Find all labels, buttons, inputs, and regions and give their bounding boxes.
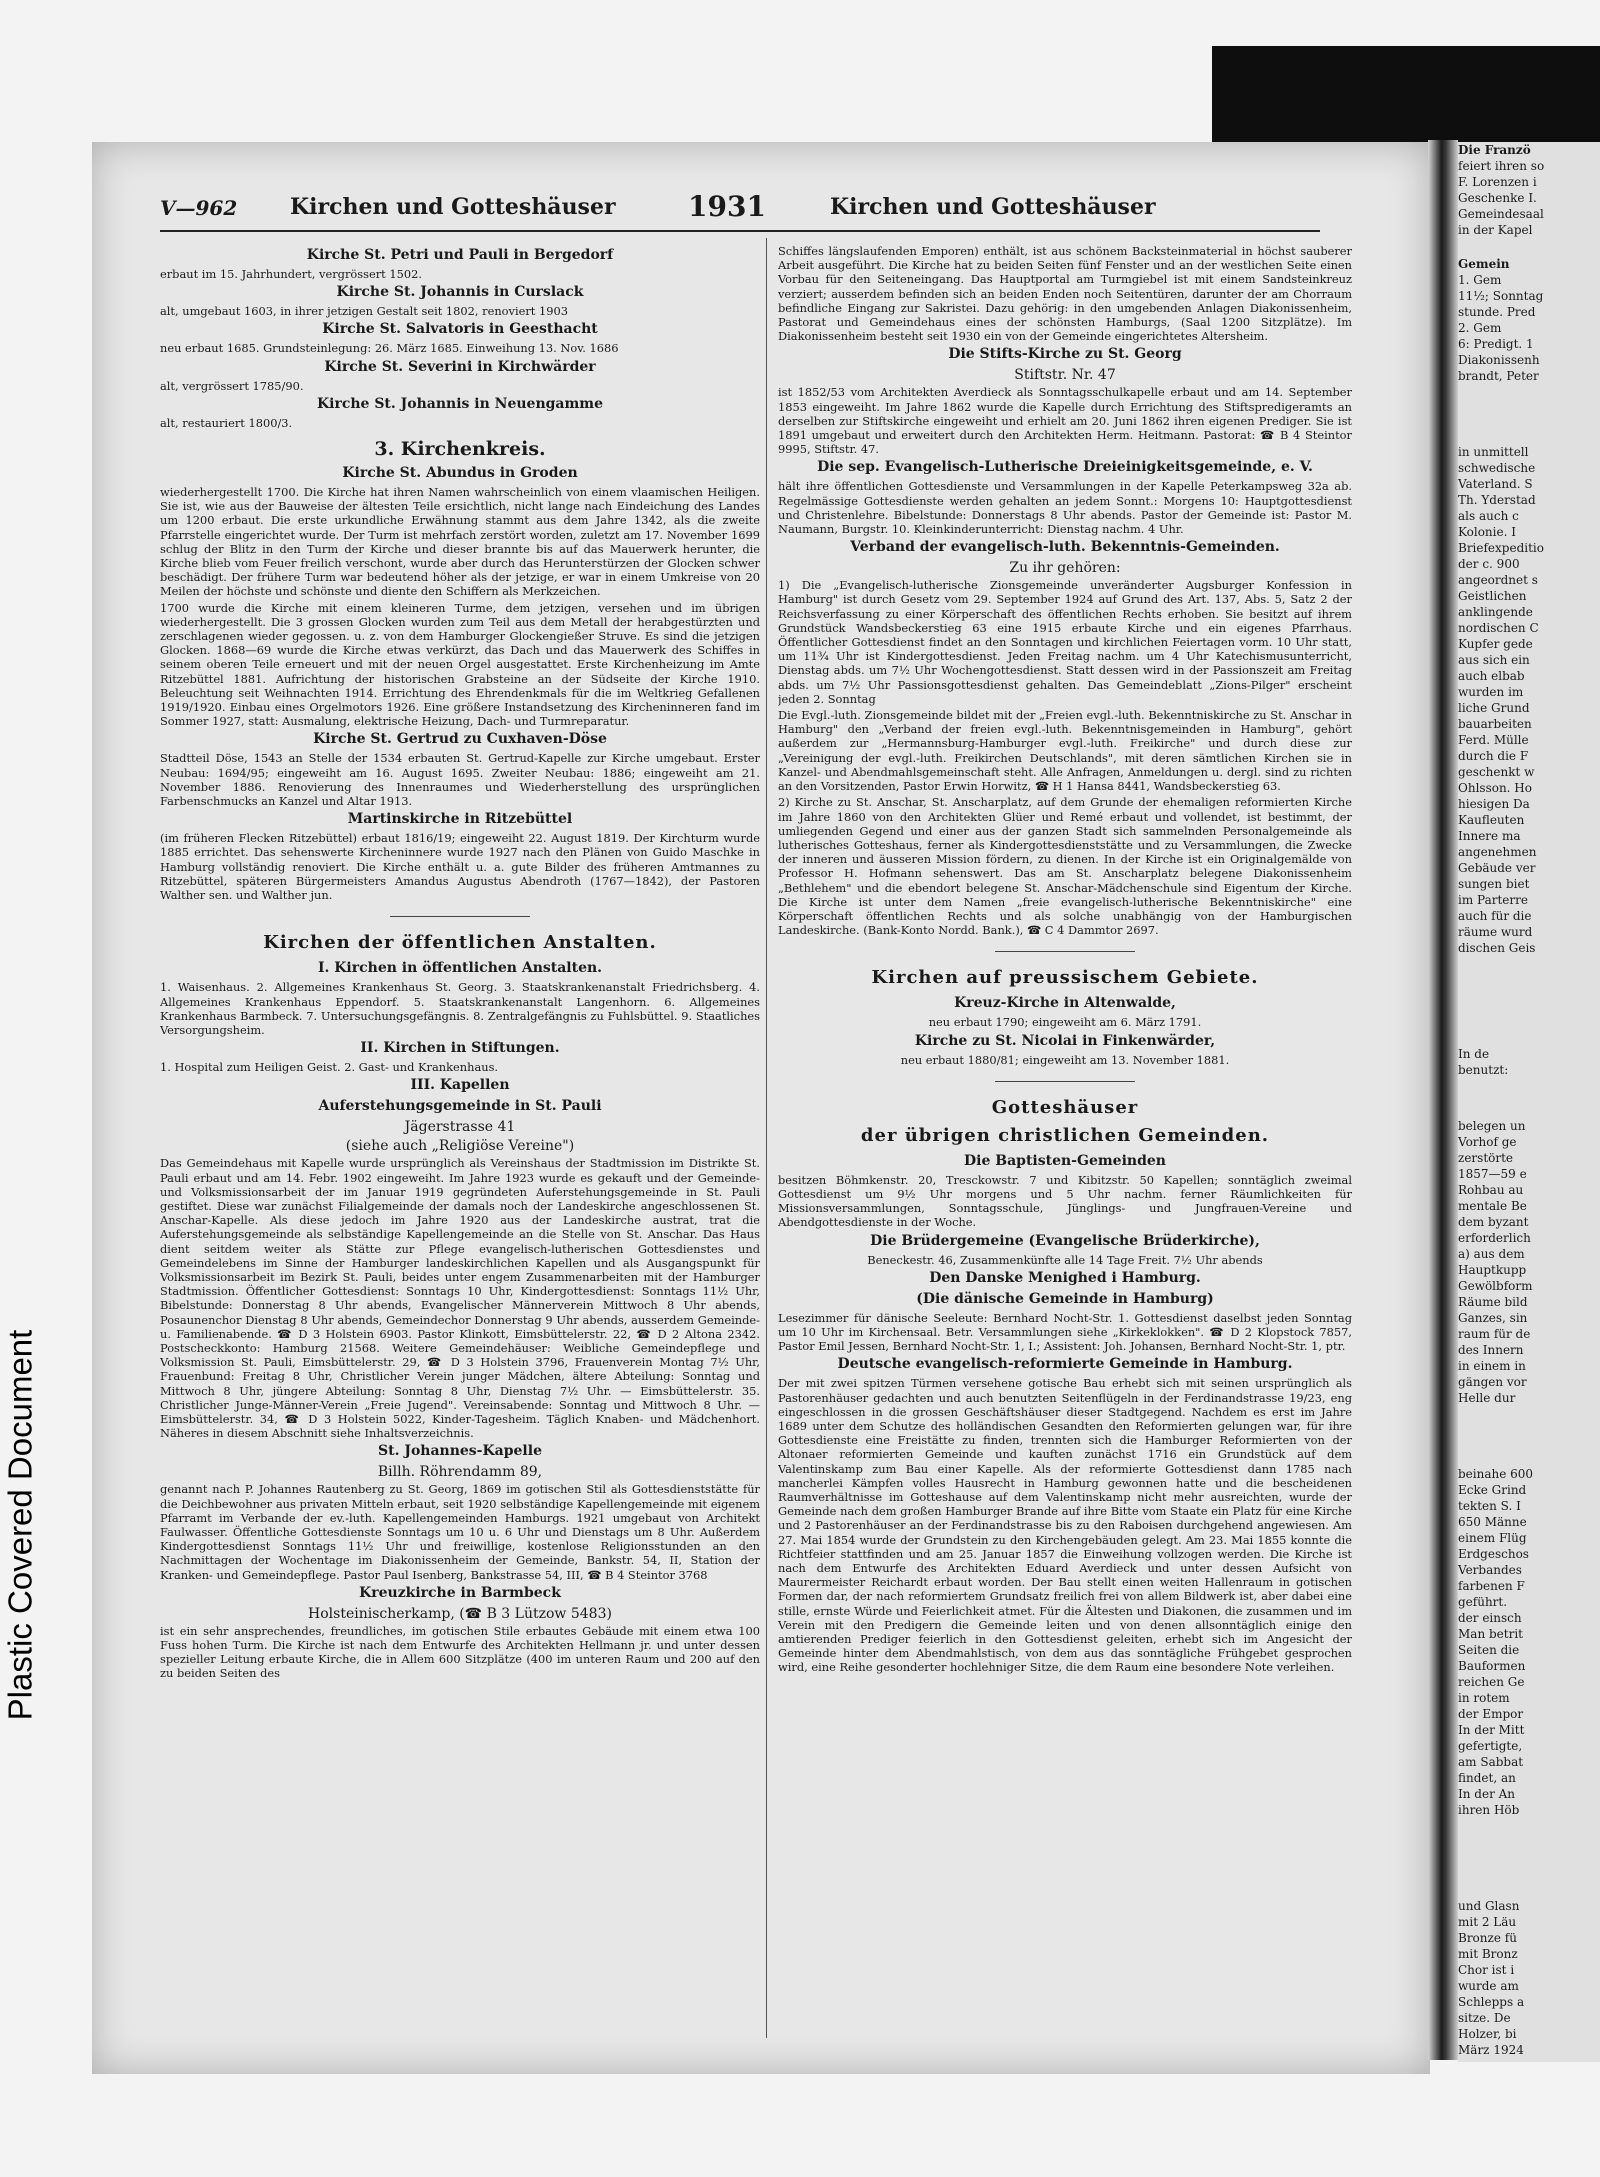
facing-page-text-fragment: schwedische	[1458, 461, 1536, 475]
facing-page-text-fragment: findet, an	[1458, 1771, 1516, 1785]
facing-page-text-fragment: 2. Gem	[1458, 321, 1502, 335]
facing-page-text-fragment: tekten S. I	[1458, 1499, 1521, 1513]
facing-page-text-fragment: angenehmen	[1458, 845, 1537, 859]
facing-page-text-fragment: belegen un	[1458, 1119, 1526, 1133]
page-number: V—962	[160, 196, 238, 220]
facing-page-text-fragment: sungen biet	[1458, 877, 1530, 891]
paragraph: Beneckestr. 46, Zusammenkünfte alle 14 Tage Freit. 7½ Uhr abends	[867, 1252, 1263, 1267]
facing-page-text-fragment: farbenen F	[1458, 1579, 1525, 1593]
divider	[390, 916, 530, 917]
facing-page-text-fragment: Man betrit	[1458, 1627, 1523, 1641]
section-heading: Den Danske Menighed i Hamburg.	[929, 1269, 1201, 1286]
facing-page-text-fragment: des Innern	[1458, 1343, 1524, 1357]
paragraph: alt, vergrössert 1785/90.	[160, 378, 304, 393]
section-heading: I. Kirchen in öffentlichen Anstalten.	[317, 960, 603, 977]
section-heading: Die Stifts-Kirche zu St. Georg	[948, 346, 1182, 363]
facing-page-text-fragment: Chor ist i	[1458, 1963, 1515, 1977]
section-heading: (Die dänische Gemeinde in Hamburg)	[916, 1290, 1214, 1307]
facing-page-text-fragment: durch die F	[1458, 749, 1529, 763]
section-heading: Kirche St. Severini in Kirchwärder	[324, 358, 596, 375]
facing-page-text-fragment: stunde. Pred	[1458, 305, 1536, 319]
facing-page-text-fragment: wurden im	[1458, 685, 1524, 699]
facing-page-text-fragment: Kupfer gede	[1458, 637, 1533, 651]
facing-page-text-fragment: in einem in	[1458, 1359, 1526, 1373]
side-label: Plastic Covered Document	[1, 1329, 39, 1721]
facing-page-text-fragment: brandt, Peter	[1458, 369, 1539, 383]
paragraph: Stadtteil Döse, 1543 an Stelle der 1534 erbauten St. Gertrud-Kapelle zur Kirche umgebaut. Erster Neubau: 1694/95; eingeweiht am 16. August 1695. Zweiter Neubau: 1886; eingeweiht am 21. November 1886. Renovierung des Innenraumes und Wiederherstellung des ursprünglichen Farbenschmucks an Kanzel und Altar 1913.	[160, 751, 760, 809]
facing-page-text-fragment: mentale Be	[1458, 1199, 1527, 1213]
facing-page-text-fragment: Bronze fü	[1458, 1931, 1517, 1945]
facing-page-text-fragment: geschenkt w	[1458, 765, 1535, 779]
facing-page-text-fragment: zerstörte	[1458, 1151, 1514, 1165]
section-heading: Die Baptisten-Gemeinden	[964, 1152, 1166, 1169]
section-heading: St. Johannes-Kapelle	[378, 1443, 542, 1460]
facing-page-text-fragment: gängen vor	[1458, 1375, 1527, 1389]
facing-page-text-fragment: und Glasn	[1458, 1899, 1520, 1913]
facing-page-text-fragment: Th. Yderstad	[1458, 493, 1536, 507]
book-spine	[1428, 140, 1458, 2060]
section-heading: Kreuz-Kirche in Altenwalde,	[954, 995, 1176, 1012]
note: (siehe auch „Religiöse Vereine")	[345, 1138, 575, 1155]
chapter-heading: Kirchen der öffentlichen Anstalten.	[263, 932, 657, 954]
facing-page-text-fragment: Gewölbform	[1458, 1279, 1533, 1293]
facing-page-text-fragment: aus sich ein	[1458, 653, 1530, 667]
section-heading: Kirche St. Johannis in Neuengamme	[316, 395, 604, 412]
paragraph: 1. Waisenhaus. 2. Allgemeines Krankenhaus St. Georg. 3. Staatskrankenanstalt Friedrichsberg. 4. Allgemeines Krankenhaus Eppendorf. 5. Staatskrankenanstalt Langenhorn. 6. Allgemeines Krankenhaus Barmbeck. 7. Untersuchungsgefängnis. 8. Zentralgefängnis zu Fuhlsbüttel. 9. Staatliches Versorgungsheim.	[160, 980, 760, 1037]
facing-page-text-fragment: Gemein	[1458, 257, 1510, 271]
paragraph: Der mit zwei spitzen Türmen versehene gotische Bau erhebt sich mit seinen ursprünglich als Pastorenhäuser gedachten und auch benutzten Seitenflügeln in der Ferdinandstrasse 19/23, eng eingeschlossen in die grossen Geschäftshäuser dieser Stadtgegend. Nachdem es erst im Jahre 1689 unter dem Schutze des holländischen Gesandten den Reformierten gelungen war, für ihre Gottesdienste eine Freistätte zu finden, trennten sich die Hamburger Reformierten von der Altonaer reformierten Gemeinde und kauften zunächst 1716 ein Grundstück auf dem Valentinskamp zum Bau einer Kapelle. Als der reformierte Gottesdienst dann 1785 nach mancherlei Kämpfen volles Hausrecht in Hamburg gewonnen hatte und die bescheidenen Raumverhältnisse im Gotteshause auf dem Valentinskamp nicht mehr ausreichten, wurde der Gemeinde nach dem großen Hamburger Brande auf ihre Bitte vom Staate ein Platz für eine Kirche und 2 Pastorenhäuser an der Ferdinandstrasse bis zu den Raboisen durchgehend angewiesen. Am 27. Mai 1854 wurde der Grundstein zu den Kirchengebäuden gelegt. Am 23. Mai 1855 konnte die Richtfeier stattfinden und am 25. Januar 1857 die Einweihung vollzogen werden. Die Kirche ist nach dem Entwurfe des Architekten Eduard Averdieck und unter dessen Aufsicht von Maurermeister Reichardt erbaut worden. Der Bau stellt einen weiten Hallenraum in gotischen Formen dar, der nach reformiertem Grundsatz freilich frei von allem Bildwerk ist, aber dabei eine stille, ernste Würde und Feierlichkeit atmet. Für die Ältesten und Diakonen, die zusammen und im Verein mit den Predigern die Gemeinde leiten und von denen allsonntäglich einige den amtierenden Prediger feierlich in den Gottesdienst geleiten, erhebt sich im Angesicht der Gemeinde hinter dem Abendmahlstisch, von dem aus das sonntägliche Frühgebet gesprochen wird, eine Reihe gesonderter hochlehniger Sitze, die dem Raum eine besondere Note verleihen.	[778, 1376, 1352, 1675]
section-heading: Martinskirche in Ritzebüttel	[347, 811, 573, 828]
column-divider	[766, 238, 767, 2038]
facing-page-text-fragment: wurde am	[1458, 1979, 1519, 1993]
facing-page-text-fragment: Räume bild	[1458, 1295, 1528, 1309]
note: Zu ihr gehören:	[1009, 560, 1121, 577]
paragraph: hält ihre öffentlichen Gottesdienste und Versammlungen in der Kapelle Peterkampsweg 32a ab. Regelmässige Gottesdienste werden gehalten an jedem Sonnt.: Morgens 10: Hauptgottesdienst und Christenlehre. Bibelstunde: Donnerstags 8 Uhr abends. Pastor der Gemeinde ist: Pastor M. Naumann, Burgstr. 10. Kleinkinderunterricht: Dienstag nachm. 4 Uhr.	[778, 479, 1352, 537]
facing-page-text-fragment: Die Franzö	[1458, 143, 1531, 157]
section-heading: Kirche St. Johannis in Curslack	[336, 284, 584, 301]
facing-page-text-fragment: mit Bronz	[1458, 1947, 1518, 1961]
section-heading: Verband der evangelisch-luth. Bekenntnis-Gemeinden.	[850, 539, 1280, 556]
facing-page-text-fragment: Diakonissenh	[1458, 353, 1540, 367]
facing-page-text-fragment: Ohlsson. Ho	[1458, 781, 1532, 795]
facing-page-text-fragment: Innere ma	[1458, 829, 1521, 843]
document-page	[92, 142, 1430, 2074]
facing-page-text-fragment: bauarbeiten	[1458, 717, 1532, 731]
facing-page-text-fragment: einem Flüg	[1458, 1531, 1527, 1545]
section-heading: Kirche St. Gertrud zu Cuxhaven-Döse	[313, 731, 607, 748]
facing-page-text-fragment: Gebäude ver	[1458, 861, 1536, 875]
facing-page-text-fragment: hiesigen Da	[1458, 797, 1530, 811]
facing-page-text-fragment: 650 Männe	[1458, 1515, 1527, 1529]
paragraph: neu erbaut 1790; eingeweiht am 6. März 1791.	[928, 1015, 1202, 1030]
facing-page-text-fragment: in der Kapel	[1458, 223, 1533, 237]
facing-page-text-fragment: im Parterre	[1458, 893, 1528, 907]
facing-page-text-fragment: raum für de	[1458, 1327, 1531, 1341]
year: 1931	[688, 190, 766, 223]
facing-page-text-fragment: benutzt:	[1458, 1063, 1509, 1077]
paragraph: 1700 wurde die Kirche mit einem kleineren Turme, dem jetzigen, versehen und im übrigen wiederhergestellt. Die 3 grossen Glocken wurden zum Teil aus dem Metall der herabgestürzten und zerschlagenen wieder gegossen. u. z. von dem Hamburger Glockengießer Struve. Es sind die jetzigen Glocken. 1868—69 wurde die Kirche etwas verkürzt, das Dach und das Mauerwerk des Schiffes in seinem oberen Teile erneuert und mit der neuen Orgel ausgestattet. Erste Kirchenheizung im Amte Ritzebüttel 1881. Aufrichtung der historischen Grabsteine an der Südseite der Kirche 1910. Beleuchtung seit Weihnachten 1914. Errichtung des Ehrendenkmals für die im Weltkrieg Gefallenen 1919/1920. Einbau eines Orgelmotors 1926. Eine größere Instandsetzung des Kircheninneren fand im Sommer 1927, statt: Ausmalung, elektrische Heizung, Dach- und Turmreparatur.	[160, 600, 760, 729]
facing-page-text-fragment: Bauformen	[1458, 1659, 1526, 1673]
facing-page-text-fragment: sitze. De	[1458, 2011, 1511, 2025]
facing-page-text-fragment: der c. 900	[1458, 557, 1520, 571]
facing-page-edge	[1458, 142, 1600, 2062]
facing-page-text-fragment: In der Mitt	[1458, 1723, 1525, 1737]
spacer	[1458, 956, 1600, 1046]
spacer	[1458, 1818, 1600, 1898]
facing-page-text-fragment: Seiten die	[1458, 1643, 1520, 1657]
chapter-heading: Kirchen auf preussischem Gebiete.	[871, 967, 1259, 989]
section-heading: II. Kirchen in Stiftungen.	[360, 1040, 560, 1057]
section-heading: Kirche St. Petri und Pauli in Bergedorf	[306, 247, 614, 263]
left-column	[160, 244, 760, 2044]
facing-page-text-fragment: Erdgeschos	[1458, 1547, 1529, 1561]
facing-page-text-fragment: geführt.	[1458, 1595, 1508, 1609]
facing-page-text-fragment: in rotem	[1458, 1691, 1510, 1705]
facing-page-text-fragment: angeordnet s	[1458, 573, 1538, 587]
chapter-heading: der übrigen christlichen Gemeinden.	[860, 1124, 1270, 1146]
chapter-heading: Gotteshäuser	[991, 1096, 1139, 1118]
facing-page-text-fragment: Kolonie. I	[1458, 525, 1516, 539]
paragraph: Das Gemeindehaus mit Kapelle wurde ursprünglich als Vereinshaus der Stadtmission im Distrikte St. Pauli erbaut und am 14. Febr. 1902 eingeweiht. Im Jahre 1923 wurde es gekauft und der Gemeinde- und Volksmissionsarbeit der im Januar 1919 gegründeten Auferstehungsgemeinde in St. Pauli gestiftet. Diese war zunächst Filialgemeinde der damals noch der Landeskirche angeschlossenen St. Anschar-Kapelle. Als diese jedoch im Jahre 1920 aus der Landeskirche austrat, trat die Auferstehungsgemeinde als selbständige Kapellengemeinde an die Stelle von St. Anschar. Das Haus dient seitdem weiter als Stätte zur Pflege evangelisch-lutherischen Gottesdienstes und Gemeindelebens im Sinne der Hamburger landeskirchlichen Kapellen und als Ausgangspunkt für Volksmissionsarbeit im Bezirk St. Pauli, beides unter engem Zusammenarbeiten mit der Hamburger Stadtmission. Öffentlicher Gottesdienst: Sonntags 10 Uhr, Kindergottesdienst: Sonntags 11½ Uhr, Bibelstunde: Donnerstag 8 Uhr abends, Evangelischer Männerverein Mittwoch 8 Uhr abends, Posaunenchor Dienstag 8 Uhr abends, Gemeindechor Donnerstag 9 Uhr abends, ausserdem Gemeinde- u. Familienabende. ☎ D 3 Holstein 6903. Pastor Klinkott, Eimsbüttelerstr. 22, ☎ D 2 Altona 2342. Postscheckkonto: Hamburg 21568. Weitere Gemeindehäuser: Weibliche Gemeindepflege und Volksmission St. Pauli, Eimsbüttelerstr. 29, ☎ D 3 Holstein 3796, Frauenverein Montag 7½ Uhr, Frauenbund: Freitag 8 Uhr, Christlicher Verein junger Mädchen, ältere Abteilung: Sonntag und Mittwoch 8 Uhr, jüngere Abteilung: Sonntag 8 Uhr, Dienstag 7½ Uhr. — Eimsbüttelerstr. 35. Christlicher Junge-Männer-Verein „Freie Jugend". Vereinsabende: Sonntag und Mittwoch 8 Uhr. — Eimsbüttelerstr. 34, ☎ D 3 Holstein 5022, Kinder-Tagesheim. Täglich Knaben- und Mädchenhort. Näheres in diesem Abschnitt siehe Inhaltsverzeichnis.	[160, 1156, 760, 1441]
facing-page-text-fragment: F. Lorenzen i	[1458, 175, 1537, 189]
facing-page-text-fragment: a) aus dem	[1458, 1247, 1525, 1261]
paragraph: genannt nach P. Johannes Rautenberg zu St. Georg, 1869 im gotischen Stil als Gottesdienststätte für die Deichbewohner aus privaten Mitteln erbaut, seit 1920 selbständige Kapellengemeinde mit eigenem Pfarramt im Verbande der ev.-luth. Kapellengemeinden Hamburgs. 1921 umgebaut von Architekt Faulwasser. Öffentliche Gottesdienste Sonntags um 10 u. 6 Uhr und Dienstags um 8 Uhr. Außerdem Kindergottesdienst Sonntags 11½ Uhr und freiwillige, kostenlose Religionsstunden an den Nachmittagen der Wochentage im Diakonissenheim der Gemeinde, Bankstr. 54, II, Station der Kranken- und Gemeindepflege. Pastor Paul Isenberg, Bankstrasse 54, III, ☎ B 4 Steintor 3768	[160, 1482, 760, 1582]
facing-page-text-fragment: anklingende	[1458, 605, 1533, 619]
section-heading: Kirche St. Abundus in Groden	[342, 465, 578, 482]
paragraph: (im früheren Flecken Ritzebüttel) erbaut 1816/19; eingeweiht 22. August 1819. Der Kirchturm wurde 1885 errichtet. Das sehenswerte Kircheninnere wurde 1927 nach den Plänen von Guido Maschke in Hamburg vollständig renoviert. Die Kirche enthält u. a. gute Bilder des früheren Amtmannes zu Ritzebüttel, späteren Bürgermeisters Amandus Augustus Abendroth (1767—1842), der Pastoren Walther sen. und Walther jun.	[160, 831, 760, 903]
spacer	[1458, 238, 1600, 256]
address: Jägerstrasse 41	[404, 1119, 516, 1136]
paragraph: alt, restauriert 1800/3.	[160, 415, 293, 430]
facing-page-text-fragment: feiert ihren so	[1458, 159, 1545, 173]
running-title-right: Kirchen und Gotteshäuser	[830, 194, 1156, 220]
facing-page-text-fragment: Holzer, bi	[1458, 2027, 1517, 2041]
right-column	[778, 244, 1352, 2044]
chapter-heading: 3. Kirchenkreis.	[374, 438, 546, 461]
paragraph: besitzen Böhmkenstr. 20, Tresckowstr. 7 und Kibitzstr. 50 Kapellen; sonntäglich zweimal Gottesdienst um 9½ Uhr morgens und 5 Uhr nachm. ferner Räumlichkeiten für Missionsversammlungen, Sonntagsschule, Jünglings- und Jungfrauen-Vereine und Abendgottesdienste in der Woche.	[778, 1172, 1352, 1230]
facing-page-text-fragment: dischen Geis	[1458, 941, 1536, 955]
facing-page-text-fragment: Briefexpeditio	[1458, 541, 1544, 555]
facing-page-text-fragment: 11½; Sonntag	[1458, 289, 1544, 303]
facing-page-text-fragment: mit 2 Läu	[1458, 1915, 1517, 1929]
paragraph: alt, umgebaut 1603, in ihrer jetzigen Gestalt seit 1802, renoviert 1903	[160, 304, 568, 319]
section-heading: Kreuzkirche in Barmbeck	[359, 1584, 561, 1601]
section-heading: Kirche zu St. Nicolai in Finkenwärder,	[914, 1032, 1216, 1049]
facing-page-text-fragment: als auch c	[1458, 509, 1519, 523]
running-title-left: Kirchen und Gotteshäuser	[290, 194, 616, 220]
facing-page-text-fragment: Vaterland. S	[1458, 477, 1533, 491]
facing-page-text-fragment: Rohbau au	[1458, 1183, 1524, 1197]
facing-page-text-fragment: Ferd. Mülle	[1458, 733, 1529, 747]
facing-page-text-fragment: liche Grund	[1458, 701, 1530, 715]
paragraph: 1. Hospital zum Heiligen Geist. 2. Gast- und Krankenhaus.	[160, 1060, 499, 1075]
facing-page-text-fragment: am Sabbat	[1458, 1755, 1524, 1769]
facing-page-text-fragment: Schlepps a	[1458, 1995, 1525, 2009]
facing-page-text-fragment: ihren Höb	[1458, 1803, 1520, 1817]
facing-page-text-fragment: der Empor	[1458, 1707, 1524, 1721]
facing-page-text-fragment: Geschenke I.	[1458, 191, 1537, 205]
paragraph: Lesezimmer für dänische Seeleute: Bernhard Nocht-Str. 1. Gottesdienst daselbst jeden Sonntag um 10 Uhr im Kirchensaal. Betr. Versammlungen siehe „Kirkeklokken". ☎ D 2 Klopstock 7857, Pastor Emil Jessen, Bernhard Nocht-Str. 1, I.; Assistent: Joh. Johansen, Bernhard Nocht-Str. 1, ptr.	[778, 1310, 1352, 1354]
spacer	[1458, 384, 1600, 444]
facing-page-text-fragment: Vorhof ge	[1458, 1135, 1517, 1149]
facing-page-text-fragment: 1. Gem	[1458, 273, 1502, 287]
facing-page-text-fragment: 6: Predigt. 1	[1458, 337, 1534, 351]
facing-page-text-fragment: Ecke Grind	[1458, 1483, 1527, 1497]
spacer	[1458, 1078, 1600, 1118]
section-heading: III. Kapellen	[410, 1077, 510, 1094]
scan-background	[1212, 46, 1600, 146]
paragraph: erbaut im 15. Jahrhundert, vergrössert 1502.	[160, 267, 422, 281]
facing-page-text-fragment: dem byzant	[1458, 1215, 1529, 1229]
facing-page-text-fragment: Kaufleuten	[1458, 813, 1525, 827]
divider	[995, 1081, 1135, 1082]
address: Stiftstr. Nr. 47	[1014, 367, 1116, 384]
spacer	[1458, 1406, 1600, 1466]
paragraph: Die Evgl.-luth. Zionsgemeinde bildet mit der „Freien evgl.-luth. Bekenntniskirche zu St. Anschar in Hamburg" den „Verband der freien evgl.-luth. Bekenntnisgemeinden in Hamburg", gehört außerdem zur „Hermannsburg-Hamburger evgl.-luth. Freikirche" und durch diese zur „Vereinigung der evgl.-luth. Freikirchen Deutschlands", mit deren sämtlichen Kirchen sie in Kanzel- und Abendmahlsgemeinschaft steht. Alle Anfragen, Anmeldungen u. dergl. sind zu richten an den Vorsitzenden, Pastor Erwin Horwitz, ☎ H 1 Hansa 8441, Wandsbeckerstieg 63.	[778, 708, 1352, 794]
facing-page-text-fragment: der einsch	[1458, 1611, 1522, 1625]
section-heading: Auferstehungsgemeinde in St. Pauli	[318, 1098, 602, 1115]
divider	[995, 951, 1135, 952]
facing-page-text-fragment: gefertigte,	[1458, 1739, 1523, 1753]
address: Billh. Röhrendamm 89,	[377, 1464, 543, 1481]
facing-page-text-fragment: In der An	[1458, 1787, 1516, 1801]
facing-page-text-fragment: Gemeindesaal	[1458, 207, 1544, 221]
facing-page-text-fragment: Hauptkupp	[1458, 1263, 1527, 1277]
facing-page-text-fragment: auch für die	[1458, 909, 1532, 923]
paragraph: ist 1852/53 vom Architekten Averdieck als Sonntagsschulkapelle erbaut und am 14. September 1853 eingeweiht. Im Jahre 1862 wurde die Kapelle durch Errichtung des Stiftspredigeramts an derselben zur Stiftskirche eingeweiht und erhielt am 20. Juni 1862 ihren eigenen Prediger. Sie ist 1891 umgebaut und erweitert durch den Architekten Herm. Heitmann. Pastorat: ☎ B 4 Steintor 9995, Stiftstr. 47.	[778, 385, 1352, 457]
facing-page-text-fragment: Ganzes, sin	[1458, 1311, 1528, 1325]
facing-page-text-fragment: beinahe 600	[1458, 1467, 1534, 1481]
facing-page-text-fragment: räume wurd	[1458, 925, 1533, 939]
facing-page-text-fragment: In de	[1458, 1047, 1490, 1061]
section-heading: Die sep. Evangelisch-Lutherische Dreieinigkeitsgemeinde, e. V.	[817, 459, 1313, 476]
paragraph: ist ein sehr ansprechendes, freundliches, im gotischen Stile erbautes Gebäude mit einem etwa 100 Fuss hohen Turm. Die Kirche ist nach dem Entwurfe des Architekten Hellmann jr. und unter dessen spezieller Leitung erbaute Kirche, die in Allem 600 Sitzplätze (400 im unteren Raum und 200 auf den zu beiden Seiten des	[160, 1623, 760, 1681]
paragraph: neu erbaut 1685. Grundsteinlegung: 26. März 1685. Einweihung 13. Nov. 1686	[160, 341, 619, 356]
facing-page-text-fragment: erforderlich	[1458, 1231, 1531, 1245]
facing-page-text-fragment: auch elbab	[1458, 669, 1525, 683]
section-heading: Kirche St. Salvatoris in Geesthacht	[322, 321, 598, 338]
section-heading: Deutsche evangelisch-reformierte Gemeinde in Hamburg.	[837, 1356, 1293, 1373]
paragraph: 1) Die „Evangelisch-lutherische Zionsgemeinde unveränderter Augsburger Konfession in Hamburg" ist durch Gesetz vom 29. September 1924 auf Grund des Art. 137, Abs. 5, Satz 2 der Reichsverfassung zu einer Körperschaft des öffentlichen Rechts erhoben. Sie besitzt auf ihrem Grundstück Wandsbeckerstieg 63 eine 1915 erbaute Kirche und ein eigenes Pfarrhaus. Öffentlicher Gottesdienst findet an den Sonntagen und kirchlichen Feiertagen vorm. 10 Uhr statt, um 11¾ Uhr ist Kindergottesdienst. Jeden Freitag nachm. um 4 Uhr Katechismusunterricht, Dienstag abds. um 7½ Uhr Wochengottesdienst. Statt dessen wird in der Passionszeit am Freitag abds. um 7½ Uhr Passionsgottesdienst gehalten. Das Gemeindeblatt „Zions-Pilger" erscheint jeden 2. Sonntag	[778, 578, 1352, 706]
facing-page-text-fragment: 1857—59 e	[1458, 1167, 1527, 1181]
facing-page-text-fragment: in unmittell	[1458, 445, 1529, 459]
facing-page-text-fragment: reichen Ge	[1458, 1675, 1525, 1689]
facing-page-text-fragment: nordischen C	[1458, 621, 1539, 635]
paragraph: wiederhergestellt 1700. Die Kirche hat ihren Namen wahrscheinlich von einem vlaamischen Heiligen. Sie ist, wie aus der Bauweise der ältesten Teile ersichtlich, nicht lange nach Eindeichung des Landes um 1200 erbaut. Die erste urkundliche Erwähnung stammt aus dem Jahre 1342, als die zweite Pfarrstelle eingerichtet wurde. Der Turm ist mehrfach zerstört worden, zuletzt am 17. November 1699 schlug der Blitz in den Turm der Kirche und dieser brannte bis auf das Mauerwerk herunter, die Kirche blieb vom Feuer freilich verschont, wurde aber durch das Herunterstürzen der Glocken schwer beschädigt. Der frühere Turm war bedeutend höher als der jetzige, er war in einem Umkreise von 20 Meilen der höchste und schönste und diente den Schiffern als Merkzeichen.	[160, 485, 760, 599]
paragraph: neu erbaut 1880/81; eingeweiht am 13. November 1881.	[900, 1052, 1230, 1067]
address: Holsteinischerkamp, (☎ B 3 Lützow 5483)	[308, 1605, 612, 1622]
facing-page-text-fragment: Geistlichen	[1458, 589, 1527, 603]
section-heading: Die Brüdergemeine (Evangelische Brüderkirche),	[870, 1232, 1260, 1249]
page-header	[160, 190, 1320, 232]
paragraph: 2) Kirche zu St. Anschar, St. Anscharplatz, auf dem Grunde der ehemaligen reformierten Kirche im Jahre 1860 von den Architekten Glüer und Remé erbaut und vollendet, ist bestimmt, der umliegenden Gegend und einer aus der ganzen Stadt sich sammelnden Personalgemeinde als lutherisches Gotteshaus, ferner als Kindergottesdienststätte und zu Versammlungen, die Zwecke der inneren und äusseren Mission fördern, zu dienen. In der Kirche ist ein Originalgemälde von Professor H. Hofmann sehenswert. Das am St. Anscharplatz belegene Diakonissenheim „Bethlehem" und die ebendort belegene St. Anschar-Mädchenschule sind Eigentum der Kirche. Die Kirche ist unter dem Namen „freie evangelisch-lutherische Bekenntniskirche" eine Körperschaft öffentlichen Rechts und als solche unabhängig von der Hamburgischen Landeskirche. (Bank-Konto Nordd. Bank.), ☎ C 4 Dammtor 2697.	[778, 795, 1352, 938]
facing-page-text-fragment: März 1924	[1458, 2043, 1524, 2057]
facing-page-text-fragment: Helle dur	[1458, 1391, 1516, 1405]
paragraph: Schiffes längslaufenden Emporen) enthält, ist aus schönem Backsteinmaterial in höchst sauberer Arbeit ausgeführt. Die Kirche hat zu beiden Seiten fünf Fenster und an der westlichen Seite einen Vorbau für den Seiteneingang. Das Hauptportal am Turmgiebel ist mit einem Sandsteinkreuz verziert; ausserdem befinden sich an beiden Enden noch Seitentüren, darunter der am Chorraum befindliche Eingang zur Sakristei. Dazu gehörig: in den umgebenden Anlagen Diakonissenheim, Pastorat und Gemeindehaus eines der schönsten Hamburgs, (Saal 1200 Sitzplätze). Im Diakonissenheim besteht seit 1930 ein von der Gemeinde eingerichtetes Altersheim.	[778, 244, 1352, 344]
facing-page-text-fragment: Verbandes	[1458, 1563, 1522, 1577]
